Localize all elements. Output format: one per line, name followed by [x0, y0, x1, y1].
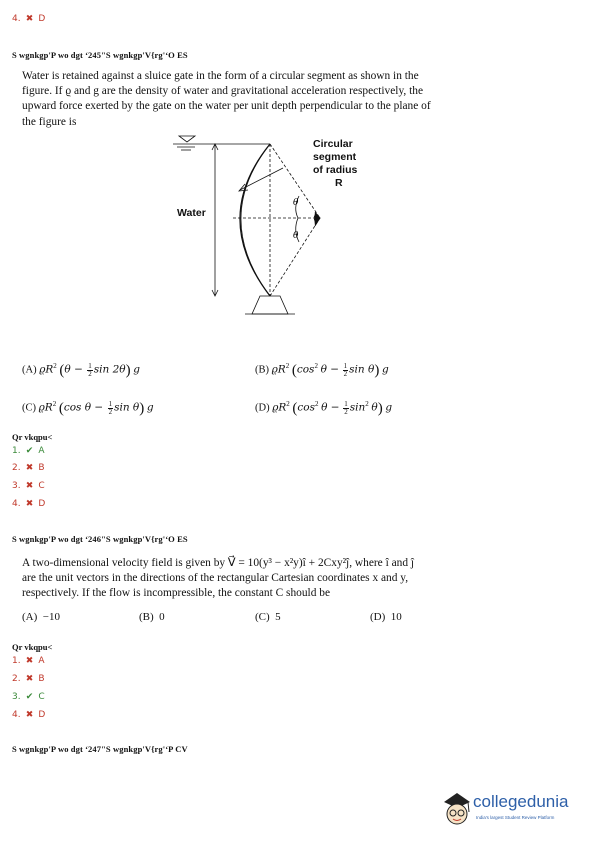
option-4[interactable]	[12, 710, 45, 720]
choice-tag: (B)	[255, 364, 269, 376]
choice-c: (C) $ϱR^2$ (cos θ − $\frac{1}{2}$ sin θ) g	[22, 399, 154, 417]
theta-label: θ	[293, 198, 299, 208]
segment-label-line: segment	[313, 151, 357, 163]
option-label: A	[38, 656, 45, 666]
segment-label	[313, 138, 357, 190]
choice-tag: (B)	[139, 611, 154, 623]
choice-a: (A) $ϱR^2$ (θ − $\frac{1}{2}$ sin 2θ) g	[22, 361, 140, 379]
choice-body: cos	[296, 363, 315, 376]
choice-prefix: ϱR	[39, 363, 54, 376]
option-3[interactable]	[12, 481, 45, 491]
cross-icon: ✖	[25, 481, 34, 491]
option-label: D	[38, 14, 46, 24]
choice-value: 10	[390, 611, 402, 623]
option-number: 4.	[12, 499, 21, 509]
gravity-symbol: g	[385, 401, 393, 414]
choice-value: 0	[159, 611, 165, 623]
option-number: 2.	[12, 463, 21, 473]
choice-prefix: ϱR	[272, 401, 287, 414]
question-header: S wgnkgp'P wo dgt ‘247"S wgnkgp'V{rg'‘P CV	[12, 744, 188, 754]
choice-tag: (C)	[22, 402, 36, 414]
option-number: 1.	[12, 656, 21, 666]
question-text-line: respectively. If the flow is incompressible, the constant C should be	[22, 587, 331, 600]
gravity-symbol: g	[381, 363, 389, 376]
choice-value: 5	[275, 611, 281, 623]
question-text	[22, 556, 582, 602]
collegedunia-logo	[440, 790, 585, 830]
cross-icon: ✖	[25, 499, 34, 509]
option-label: B	[38, 463, 45, 473]
options-heading: Qr vkqpu<	[12, 432, 53, 442]
option-label: D	[38, 710, 46, 720]
question-text-line: A two-dimensional velocity field is given by V⃗ = 10(y³ − x²y)î + 2Cxy²ĵ, where î and ĵ	[22, 557, 415, 569]
option-number: 2.	[12, 674, 21, 684]
option-number: 3.	[12, 692, 21, 702]
cross-icon: ✖	[25, 463, 34, 473]
choice-a	[22, 611, 60, 623]
cross-icon: ✖	[25, 656, 34, 666]
choice-b	[139, 611, 165, 623]
choice-d: (D) $ϱR^2$ ($\cos^2$ θ − $\frac{1}{2}$ $\sin^2 \theta$) g	[255, 399, 393, 417]
choice-c	[255, 611, 281, 623]
fraction: $\frac{1}{2}$	[343, 361, 348, 378]
fraction: $\frac{1}{2}$	[344, 399, 348, 416]
gravity-symbol: g	[146, 401, 154, 414]
gravity-symbol: g	[133, 363, 140, 376]
water-label: Water	[177, 207, 206, 219]
choice-trig: sin	[349, 401, 366, 414]
option-number: 4.	[12, 14, 21, 24]
option-number: 1.	[12, 446, 21, 456]
choice-body: cos θ −	[63, 401, 107, 414]
question-header: S wgnkgp'P wo dgt ‘245"S wgnkgp'V{rg'‘O ES	[12, 50, 188, 60]
choice-tag: (D)	[370, 611, 386, 623]
segment-label-line: of radius	[313, 164, 358, 176]
option-1[interactable]	[12, 656, 45, 666]
choice-trig: sin θ	[349, 363, 375, 376]
question-text	[22, 69, 502, 130]
choice-tag: (A)	[22, 611, 38, 623]
student-mascot-icon	[440, 790, 474, 830]
option-label: C	[38, 692, 45, 702]
choice-tag: (D)	[255, 402, 270, 414]
fraction: $\frac{1}{2}$	[108, 399, 113, 416]
theta-label: θ	[293, 231, 299, 241]
question-text-line: Water is retained against a sluice gate in the form of a circular segment as shown in the	[22, 70, 419, 82]
logo-wordmark: collegedunia	[473, 792, 569, 811]
question-text-line: are the unit vectors in the directions of the rectangular Cartesian coordinates x and y,	[22, 572, 409, 585]
choice-value: −10	[42, 611, 60, 623]
option-4[interactable]	[12, 499, 45, 509]
fraction: $\frac{1}{2}$	[88, 361, 92, 378]
segment-label-line: Circular	[313, 138, 353, 150]
option-label: D	[38, 499, 46, 509]
cross-icon: ✖	[25, 14, 34, 24]
option-3[interactable]	[12, 692, 45, 702]
option-number: 4.	[12, 710, 21, 720]
cross-icon: ✖	[25, 674, 34, 684]
option-2[interactable]	[12, 463, 45, 473]
cross-icon: ✖	[25, 710, 34, 720]
choice-b: (B) $ϱR^2$ ($\cos^2$ θ − $\frac{1}{2}$ sin θ) g	[255, 361, 389, 379]
top-option-d	[12, 14, 45, 24]
choice-d	[370, 611, 402, 623]
choice-trig: sin θ	[114, 401, 140, 414]
option-label: A	[38, 446, 45, 456]
option-label: C	[38, 481, 45, 491]
check-icon: ✔	[25, 692, 34, 702]
choice-tag: (A)	[22, 364, 37, 376]
choice-body: θ −	[64, 363, 87, 376]
options-heading: Qr vkqpu<	[12, 642, 53, 652]
check-icon: ✔	[25, 446, 34, 456]
segment-label-line: R	[335, 177, 343, 189]
logo-tagline: India's largest Student Review Platform	[476, 815, 555, 820]
option-1[interactable]	[12, 446, 45, 456]
choice-trig: sin 2θ	[93, 363, 126, 376]
option-2[interactable]	[12, 674, 45, 684]
choice-prefix: ϱR	[271, 363, 286, 376]
option-label: B	[38, 674, 45, 684]
choice-tag: (C)	[255, 611, 270, 623]
choice-body: cos	[297, 401, 316, 414]
question-text-line: figure. If ϱ and g are the density of water and gravitational acceleration respectively, the	[22, 85, 424, 98]
question-text-line: upward force exerted by the gate on the water per unit depth perpendicular to the plane of	[22, 100, 431, 113]
option-number: 3.	[12, 481, 21, 491]
question-header: S wgnkgp'P wo dgt ‘246"S wgnkgp'V{rg'‘O ES	[12, 534, 188, 544]
question-text-line: the figure is	[22, 115, 77, 128]
choice-prefix: ϱR	[38, 401, 53, 414]
